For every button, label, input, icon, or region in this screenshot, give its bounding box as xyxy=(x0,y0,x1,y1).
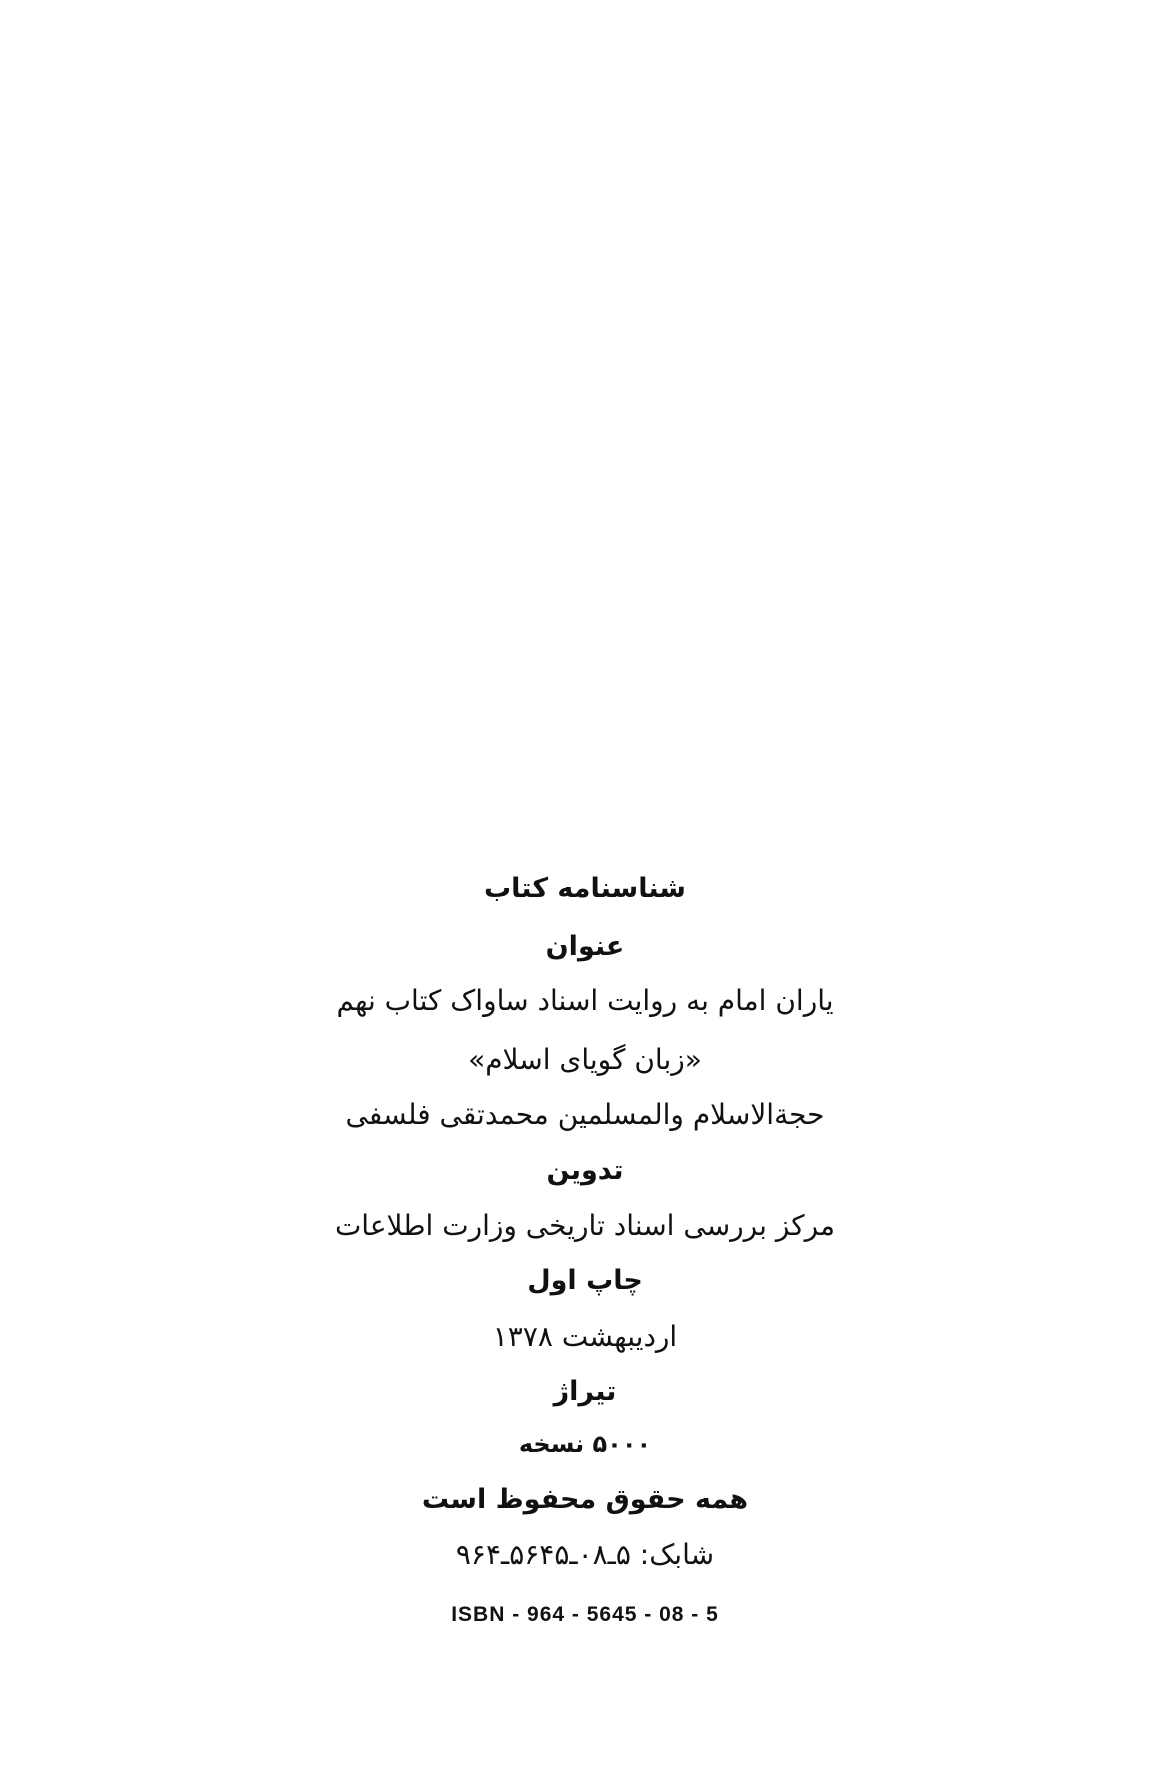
book-title-line1: یاران امام به روایت اسناد ساواک کتاب نهم xyxy=(336,984,834,1017)
isbn-number: ISBN - 964 - 5645 - 08 - 5 xyxy=(451,1603,719,1626)
rights-notice: همه حقوق محفوظ است xyxy=(421,1484,749,1515)
print-run-label: تیراژ xyxy=(553,1376,617,1407)
book-title-line2: «زبان گویای اسلام» xyxy=(468,1043,702,1076)
shabak-number: شابک: ۵ـ۰۸ـ۵۶۴۵ـ۹۶۴ xyxy=(455,1538,715,1571)
person-name: حجةالاسلام والمسلمین محمدتقی فلسفی xyxy=(345,1098,825,1131)
compiler-name: مرکز بررسی اسناد تاریخی وزارت اطلاعات xyxy=(334,1209,836,1242)
title-label: عنوان xyxy=(545,931,625,962)
colophon-heading: شناسنامه کتاب xyxy=(484,873,686,904)
print-run-value: ۵۰۰۰ نسخه xyxy=(518,1430,652,1458)
compiler-label: تدوین xyxy=(546,1155,624,1186)
edition-label: چاپ اول xyxy=(527,1265,643,1296)
publication-date: اردیبهشت ۱۳۷۸ xyxy=(492,1320,678,1353)
